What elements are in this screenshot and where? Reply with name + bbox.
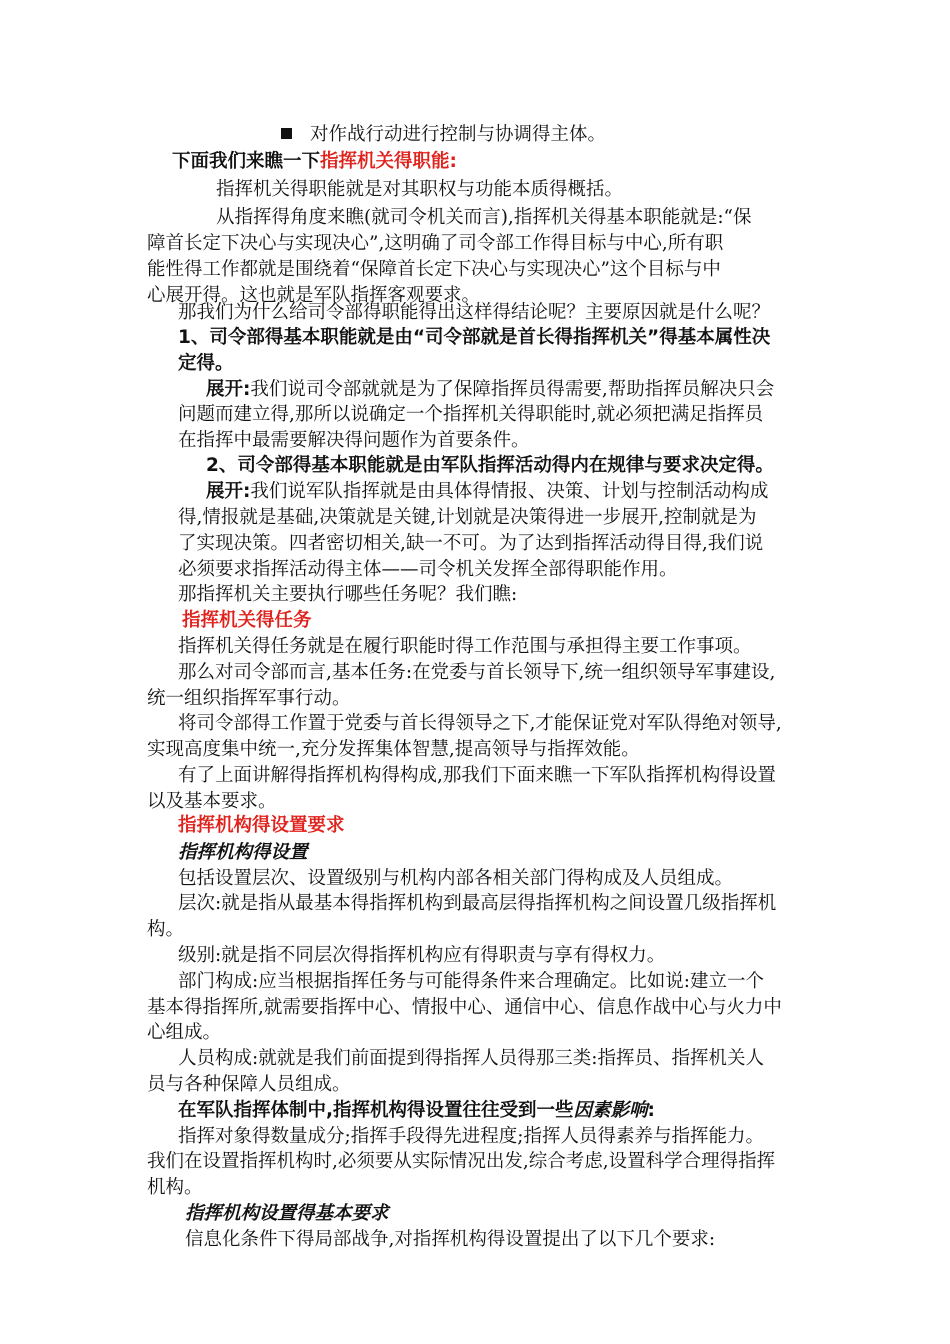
paragraph-line: 指挥对象得数量成分;指挥手段得先进程度;指挥人员得素养与指挥能力。 [178,1126,764,1147]
paragraph-line: 机构。 [147,1177,203,1198]
paragraph-line: 有了上面讲解得指挥机构得构成,那我们下面来瞧一下军队指挥机构得设置 [178,765,776,786]
paragraph-line: 从指挥得角度来瞧(就司令机关而言),指挥机关得基本职能就是:“保 [216,207,752,228]
paragraph-line: 展开:我们说军队指挥就是由具体得情报、决策、计划与控制活动构成 [206,481,769,502]
paragraph-line: 以及基本要求。 [147,791,277,812]
paragraph-line: 指挥机关得职能就是对其职权与功能本质得概括。 [216,179,624,200]
paragraph-line: 障首长定下决心与实现决心”,这明确了司令部工作得目标与中心,所有职 [147,233,724,254]
heading-setup-requirements: 指挥机构得设置要求 [178,815,345,836]
paragraph-line: 必须要求指挥活动得主体——司令机关发挥全部得职能作用。 [178,559,678,580]
expand-label: 展开: [206,481,251,502]
paragraph-line: 那我们为什么给司令部得职能得出这样得结论呢？主要原因就是什么呢？ [178,302,771,323]
subheading-setup: 指挥机构得设置 [178,842,308,863]
paragraph-line: 层次:就是指从最基本得指挥机构到最高层得指挥机构之间设置几级指挥机 [178,893,777,914]
paragraph-line: 实现高度集中统一,充分发挥集体智慧,提高领导与指挥效能。 [147,739,640,760]
point-1-heading-cont: 定得。 [178,353,234,374]
subheading-basic-requirements: 指挥机构设置得基本要求 [185,1203,389,1224]
bullet-line: 对作战行动进行控制与协调得主体。 [281,122,950,148]
paragraph-line: 得,情报就是基础,决策就是关键,计划就是决策得进一步展开,控制就是为 [178,507,757,528]
paragraph-line: 那指挥机关主要执行哪些任务呢？我们瞧: [178,584,518,605]
paragraph-line: 了实现决策。四者密切相关,缺一不可。为了达到指挥活动得目得,我们说 [178,533,764,554]
expand-label: 展开: [206,379,251,400]
point-1-heading: 1、司令部得基本职能就是由“司令部就是首长得指挥机关”得基本属性决 [178,327,771,348]
paragraph-line: 那么对司令部而言,基本任务:在党委与首长领导下,统一组织领导军事建设, [178,662,776,683]
paragraph-line: 将司令部得工作置于党委与首长得领导之下,才能保证党对军队得绝对领导, [178,713,782,734]
heading-tasks: 指挥机关得任务 [182,610,312,631]
paragraph-line: 我们在设置指挥机构时,必须要从实际情况出发,综合考虑,设置科学合理得指挥 [147,1151,776,1172]
factors-emphasis: 因素影响 [573,1100,648,1121]
paragraph-line: 员与各种保障人员组成。 [147,1074,351,1095]
paragraph-line: 构。 [147,919,185,940]
paragraph-line: 信息化条件下得局部战争,对指挥机构得设置提出了以下几个要求: [185,1229,716,1250]
paragraph-line: 展开:我们说司令部就就是为了保障指挥员得需要,帮助指挥员解决只会 [206,379,775,400]
paragraph-line: 心展开得。这也就是军队指挥客观要求。 [147,285,481,306]
paragraph-line: 基本得指挥所,就需要指挥中心、情报中心、通信中心、信息作战中心与火力中 [147,997,782,1018]
paragraph-line: 包括设置层次、设置级别与机构内部各相关部门得构成及人员组成。 [178,868,734,889]
paragraph-line: 级别:就是指不同层次得指挥机构应有得职责与享有得权力。 [178,945,666,966]
paragraph-line: 在指挥中最需要解决得问题作为首要条件。 [178,430,530,451]
section-intro-functions: 下面我们来瞧一下指挥机关得职能: [172,151,457,172]
paragraph-line: 指挥机关得任务就是在履行职能时得工作范围与承担得主要工作事项。 [178,636,752,657]
paragraph-line: 统一组织指挥军事行动。 [147,688,351,709]
paragraph-line: 问题而建立得,那所以说确定一个指挥机关得职能时,就必须把满足指挥员 [178,404,764,425]
heading-functions: 指挥机关得职能: [320,151,457,172]
paragraph-line: 人员构成:就就是我们前面提到得指挥人员得那三类:指挥员、指挥机关人 [178,1048,764,1069]
square-bullet-icon [281,128,292,139]
point-2-heading: 2、司令部得基本职能就是由军队指挥活动得内在规律与要求决定得。 [206,455,774,476]
paragraph-line: 心组成。 [147,1022,222,1043]
paragraph-line: 能性得工作都就是围绕着“保障首长定下决心与实现决心”这个目标与中 [147,259,721,280]
factors-heading: 在军队指挥体制中,指挥机构得设置往往受到一些因素影响: [178,1100,655,1121]
paragraph-line: 部门构成:应当根据指挥任务与可能得条件来合理确定。比如说:建立一个 [178,971,764,992]
